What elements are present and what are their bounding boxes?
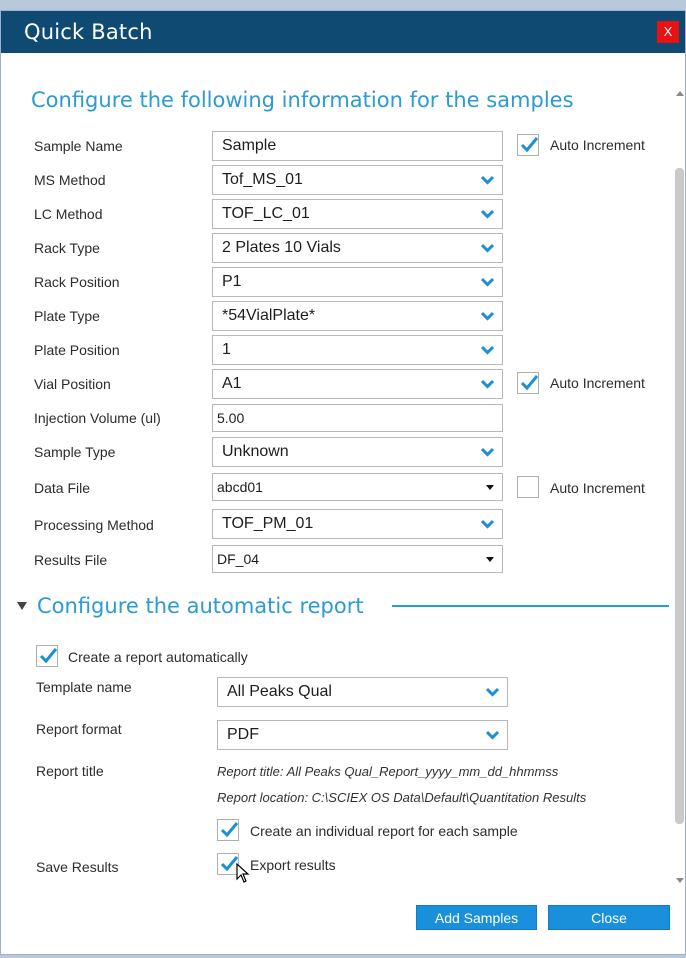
- report-format-label: Report format: [36, 721, 122, 737]
- plate-position-value: 1: [222, 341, 231, 358]
- create-report-checkbox[interactable]: [36, 645, 58, 667]
- vial-position-select[interactable]: [212, 369, 503, 399]
- processing-method-value: TOF_PM_01: [222, 515, 314, 532]
- individual-report-label: Create an individual report for each sample: [250, 823, 518, 839]
- chevron-down-icon: [481, 447, 494, 457]
- injection-volume-value: 5.00: [217, 410, 245, 426]
- plate-position-label: Plate Position: [34, 342, 120, 358]
- sample-name-value: Sample: [222, 137, 277, 154]
- processing-method-select[interactable]: [212, 509, 503, 539]
- data-file-auto-increment-label: Auto Increment: [550, 480, 645, 496]
- sample-name-input[interactable]: [212, 131, 503, 161]
- data-file-combobox[interactable]: [212, 473, 503, 501]
- rack-type-label: Rack Type: [34, 240, 100, 256]
- report-location-text: Report location: C:\SCIEX OS Data\Default\Quantitation Results: [217, 790, 587, 805]
- chevron-down-icon: [481, 243, 494, 253]
- template-name-select[interactable]: [217, 677, 508, 707]
- plate-type-select[interactable]: [212, 301, 503, 331]
- chevron-down-icon: [481, 277, 494, 287]
- processing-method-label: Processing Method: [34, 517, 154, 533]
- vial-auto-increment-checkbox[interactable]: [517, 372, 539, 394]
- vial-auto-increment-label: Auto Increment: [550, 375, 645, 391]
- scroll-up-arrow-icon[interactable]: [676, 91, 684, 96]
- caret-down-icon: [486, 557, 494, 562]
- chevron-down-icon: [481, 345, 494, 355]
- sample-type-value: Unknown: [222, 443, 289, 460]
- chevron-down-icon: [481, 175, 494, 185]
- rack-type-value: 2 Plates 10 Vials: [222, 239, 341, 256]
- ms-method-select[interactable]: [212, 165, 503, 195]
- plate-type-value: *54VialPlate*: [222, 307, 316, 324]
- rack-position-label: Rack Position: [34, 274, 120, 290]
- template-name-value: All Peaks Qual: [227, 683, 332, 700]
- rack-position-select[interactable]: [212, 267, 503, 297]
- chevron-down-icon: [486, 730, 499, 740]
- sample-name-auto-increment-label: Auto Increment: [550, 137, 645, 153]
- lc-method-value: TOF_LC_01: [222, 205, 310, 222]
- checkmark-icon: [519, 373, 539, 393]
- injection-volume-label: Injection Volume (ul): [34, 410, 161, 426]
- report-title-label: Report title: [36, 763, 104, 779]
- rack-position-value: P1: [222, 273, 242, 290]
- report-format-select[interactable]: [217, 720, 508, 750]
- data-file-value: abcd01: [217, 479, 263, 495]
- sample-name-auto-increment-checkbox[interactable]: [517, 134, 539, 156]
- data-file-label: Data File: [34, 480, 91, 496]
- section-divider: [392, 605, 669, 607]
- caret-down-icon: [486, 485, 494, 490]
- collapse-triangle-icon[interactable]: [17, 602, 27, 610]
- save-results-label: Save Results: [36, 859, 119, 875]
- checkmark-icon: [38, 646, 58, 666]
- window-title: Quick Batch: [24, 20, 153, 44]
- export-results-label: Export results: [250, 857, 336, 873]
- lc-method-select[interactable]: [212, 199, 503, 229]
- create-report-label: Create a report automatically: [68, 649, 248, 665]
- report-section-heading: Configure the automatic report: [37, 594, 364, 618]
- ms-method-label: MS Method: [34, 172, 106, 188]
- sample-type-select[interactable]: [212, 437, 503, 467]
- close-button[interactable]: Close: [548, 905, 670, 930]
- results-file-combobox[interactable]: [212, 545, 503, 573]
- plate-type-label: Plate Type: [34, 308, 100, 324]
- add-samples-button[interactable]: Add Samples: [416, 905, 537, 930]
- chevron-down-icon: [486, 687, 499, 697]
- lc-method-label: LC Method: [34, 206, 103, 222]
- template-name-label: Template name: [36, 679, 132, 695]
- sample-name-label: Sample Name: [34, 138, 123, 154]
- chevron-down-icon: [481, 311, 494, 321]
- vial-position-label: Vial Position: [34, 376, 111, 392]
- mouse-cursor-icon: [236, 863, 250, 883]
- data-file-auto-increment-checkbox[interactable]: [517, 476, 539, 498]
- scrollbar-thumb[interactable]: [675, 168, 684, 824]
- results-file-label: Results File: [34, 552, 108, 568]
- results-file-value: DF_04: [217, 551, 260, 567]
- vial-position-value: A1: [222, 375, 242, 392]
- checkmark-icon: [519, 135, 539, 155]
- title-bar[interactable]: [1, 11, 685, 53]
- samples-section-heading: Configure the following information for the samples: [31, 88, 574, 112]
- ms-method-value: Tof_MS_01: [222, 171, 303, 188]
- report-format-value: PDF: [227, 726, 259, 743]
- injection-volume-input[interactable]: [212, 404, 503, 432]
- rack-type-select[interactable]: [212, 233, 503, 263]
- checkmark-icon: [219, 820, 239, 840]
- plate-position-select[interactable]: [212, 335, 503, 365]
- window-top-border: [0, 0, 686, 10]
- chevron-down-icon: [481, 519, 494, 529]
- report-title-text: Report title: All Peaks Qual_Report_yyyy_mm_dd_hhmmss: [217, 764, 559, 779]
- scroll-down-arrow-icon[interactable]: [676, 878, 684, 883]
- sample-type-label: Sample Type: [34, 444, 116, 460]
- chevron-down-icon: [481, 379, 494, 389]
- chevron-down-icon: [481, 209, 494, 219]
- individual-report-checkbox[interactable]: [217, 819, 239, 841]
- close-window-button[interactable]: X: [657, 21, 679, 43]
